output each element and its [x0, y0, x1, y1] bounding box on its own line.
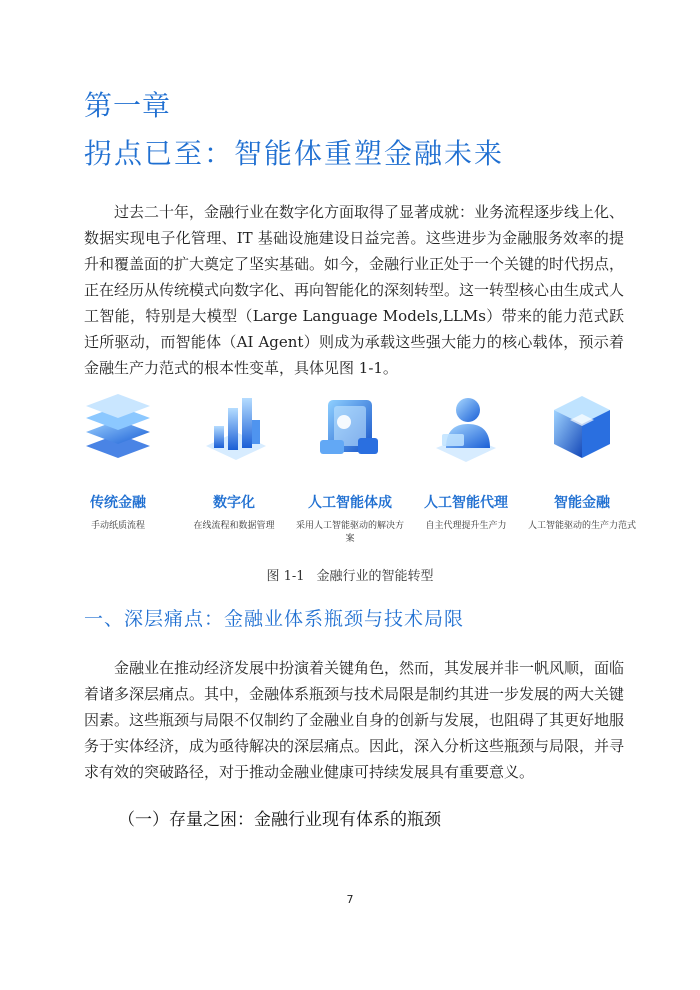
section-paragraph: 金融业在推动经济发展中扮演着关键角色，然而，其发展并非一帆风顺，面临着诸多深层痛点。其中，金融体系瓶颈与技术局限是制约其进一步发展的两大关键因素。这些瓶颈与局限不仅制约了金融业自身的创新与发展，也阻碍了其更好地服务于实体经济，成为亟待解决的深层痛点。因此，深入分析这些瓶颈与局限，并寻求有效的突破路径，对于推动金融业健康可持续发展具有重要意义。 — [84, 659, 625, 781]
figure-1-1 — [60, 390, 640, 560]
figure-item-digital — [176, 390, 292, 533]
figure-item-subtitle: 采用人工智能驱动的解决方案 — [295, 521, 404, 544]
figure-item-title: 人工智能代理 — [424, 495, 508, 511]
cube-icon — [544, 390, 620, 466]
figure-item-title: 智能金融 — [554, 495, 610, 511]
figure-item-ai-solution — [292, 390, 408, 546]
figure-item-title: 人工智能体成 — [308, 495, 392, 511]
layers-icon — [80, 390, 156, 466]
bar-chart-icon — [196, 390, 272, 466]
figure-caption-number: 图 1-1 — [266, 569, 305, 584]
person-icon — [428, 390, 504, 466]
screen-icon — [312, 390, 388, 466]
section-heading: 一、深层痛点：金融业体系瓶颈与技术局限 — [84, 608, 465, 630]
figure-item-subtitle: 人工智能驱动的生产力范式 — [527, 521, 636, 531]
figure-item-smart-finance — [524, 390, 640, 533]
figure-item-traditional — [60, 390, 176, 533]
intro-paragraph: 过去二十年，金融行业在数字化方面取得了显著成就：业务流程逐步线上化、数据实现电子化管理、IT 基础设施建设日益完善。这些进步为金融服务效率的提升和覆盖面的扩大奠定了坚实基础。如今，金融行业正处于一个关键的时代拐点，正在经历从传统模式向数字化、再向智能化的深刻转型。这一转型核心由生成式人工智能，特别是大模型（Large Language Models,LLMs）带来的能力范式跃迁所驱动，而智能体（AI Agent）则成为承载这些强大能力的核心载体，预示着金融生产力范式的根本性变革，具体见图 1-1。 — [84, 203, 625, 377]
figure-item-subtitle: 在线流程和数据管理 — [193, 521, 275, 531]
figure-item-title: 传统金融 — [90, 495, 146, 511]
figure-item-title: 数字化 — [213, 495, 255, 511]
figure-item-subtitle: 手动纸质流程 — [90, 521, 145, 531]
section-subheading: （一）存量之困：金融行业现有体系的瓶颈 — [118, 810, 441, 830]
chapter-title: 拐点已至：智能体重塑金融未来 — [84, 137, 505, 170]
chapter-label: 第一章 — [84, 89, 172, 122]
figure-caption — [0, 565, 700, 584]
page-number: 7 — [346, 893, 354, 906]
figure-item-subtitle: 自主代理提升生产力 — [425, 521, 507, 531]
figure-caption-text: 金融行业的智能转型 — [316, 569, 434, 584]
figure-item-ai-agent — [408, 390, 524, 533]
